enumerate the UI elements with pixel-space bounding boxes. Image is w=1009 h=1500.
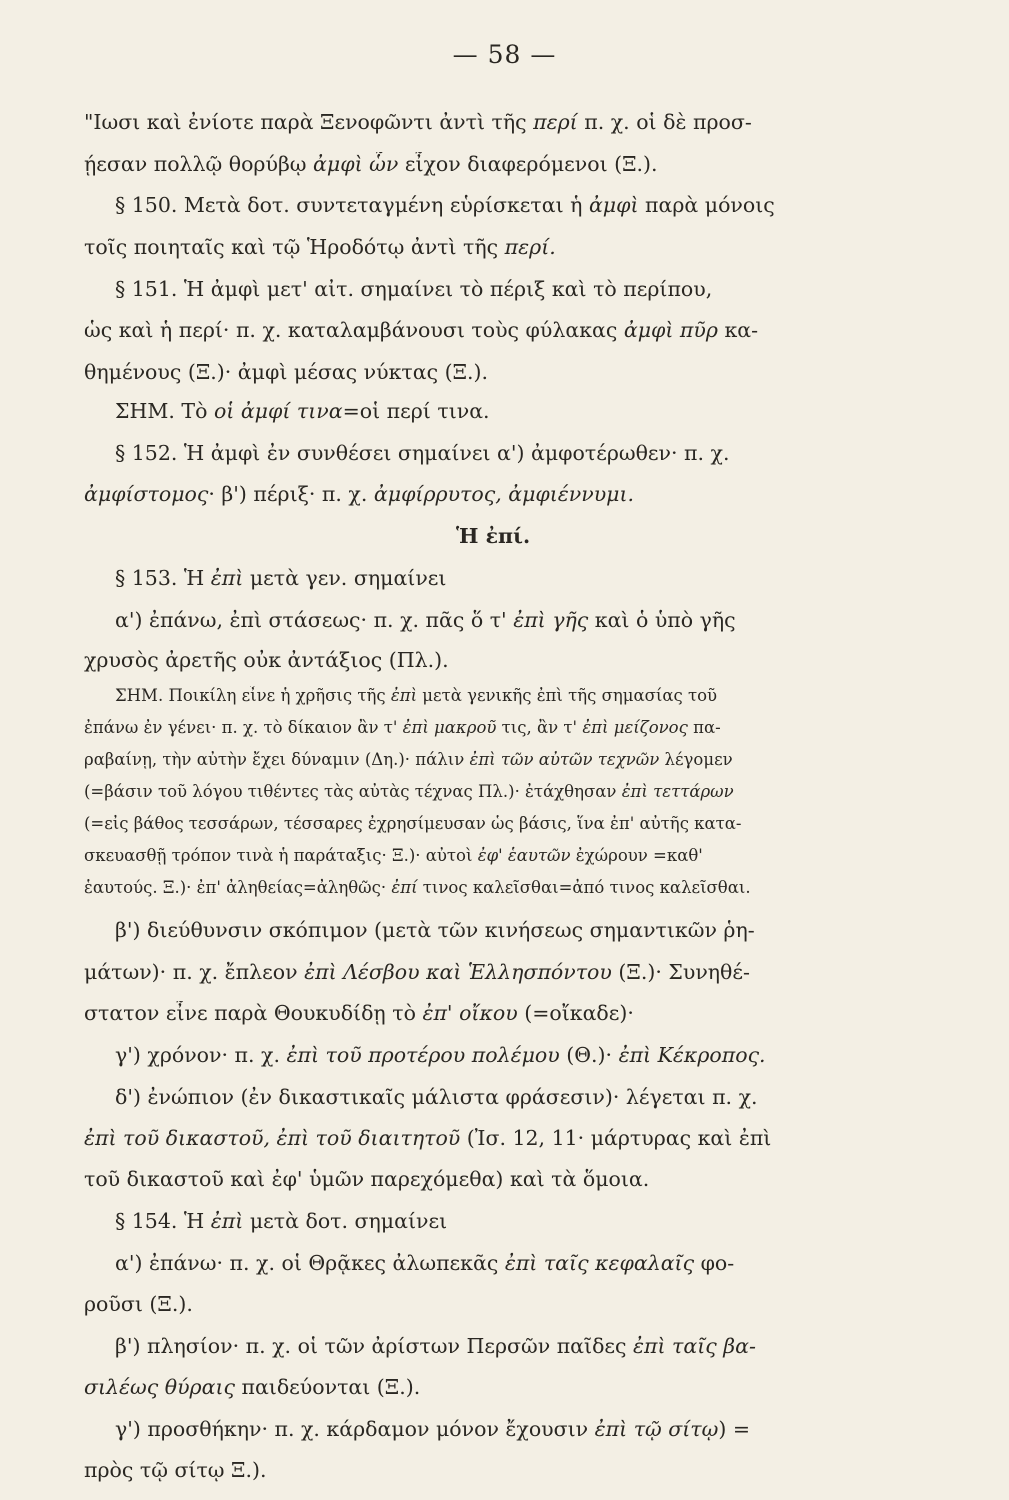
text-line [84,1375,950,1399]
text-line [115,399,950,423]
text-line [84,360,950,384]
text-segment: § 153. Ἡ [115,566,211,590]
text-line [84,960,950,984]
text-line [84,318,950,342]
text-line [84,235,950,259]
text-line [115,1417,950,1441]
text-line [84,1001,950,1025]
text-segment: ὡς καὶ ἡ περί· π. χ. καταλαμβάνουσι τοὺς φύλακας [84,318,624,342]
italic-text: ἐπὶ Λέσβου καὶ Ἑλλησπόντου [304,960,612,984]
text-line [84,878,950,897]
text-line [115,277,950,301]
text-segment: πρὸς τῷ σίτῳ Ξ.). [84,1458,267,1482]
italic-text: ἐπὶ τοῦ δικαστοῦ, ἐπὶ τοῦ διαιτητοῦ [84,1126,461,1150]
italic-text: ἐπί [391,878,418,897]
text-segment: ΣΗΜ. Τὸ [115,399,214,423]
text-segment: μετὰ δοτ. σημαίνει [243,1209,448,1233]
text-segment: π. χ. οἱ δὲ προσ- [577,110,752,134]
text-segment: εἶχον διαφερόμενοι (Ξ.). [398,152,658,176]
italic-text: ἐπ' οἴκου [422,1001,518,1025]
text-segment: χρυσὸς ἀρετῆς οὐκ ἀντάξιος (Πλ.). [84,648,449,672]
italic-text: ἀμφὶ πῦρ [623,318,718,342]
text-segment: (=οἴκαδε)· [517,1001,634,1025]
text-segment: ῄεσαν πολλῷ θορύβῳ [84,152,314,176]
italic-text: ἐπὶ ταῖς βα- [633,1334,756,1358]
page-number: — 58 — [452,40,557,69]
italic-text: ἀμφίστομος [84,482,209,506]
text-line [84,1126,950,1150]
text-line [84,152,950,176]
text-line [115,1043,950,1067]
text-segment: ) = [718,1417,751,1441]
text-segment: μάτων)· π. χ. ἔπλεον [84,960,305,984]
text-segment: β') πλησίον· π. χ. οἱ τῶν ἀρίστων Περσῶν παῖδες [115,1334,634,1358]
text-line [84,1167,950,1191]
text-line [115,566,950,590]
italic-text: ἐπὶ τεττάρων [621,782,734,801]
italic-text: ἐπὶ [210,566,244,590]
text-segment: ἐπάνω ἐν γένει· π. χ. τὸ δίκαιον ἂν τ' [84,718,403,737]
text-segment: (=βάσιν τοῦ λόγου τιθέντες τὰς αὐτὰς τέχνας Πλ.)· ἐτάχθησαν [84,782,622,801]
text-segment: τοῦ δικαστοῦ καὶ ἐφ' ὑμῶν παρεχόμεθα) καὶ τὰ ὅμοια. [84,1167,650,1191]
italic-text: σιλέως θύραις [84,1375,235,1399]
text-segment: πα- [687,718,721,737]
text-segment: β') διεύθυνσιν σκόπιμον (μετὰ τῶν κινήσεως σημαντικῶν ῥη- [115,918,755,942]
italic-text: περί [533,110,578,134]
text-segment: (Θ.)· [559,1043,619,1067]
text-segment: § 154. Ἡ [115,1209,211,1233]
italic-text: ἐπὶ τῷ σίτῳ [594,1417,719,1441]
italic-text: ἐπὶ Κέκροπος. [618,1043,766,1067]
text-segment: φο- [694,1251,735,1275]
text-segment: § 151. Ἡ ἀμφὶ μετ' αἰτ. σημαίνει τὸ πέριξ καὶ τὸ περίπου, [115,277,713,301]
text-segment: τις, ἂν τ' [496,718,583,737]
italic-text: ἐφ' ἑαυτῶν [477,846,571,865]
text-segment: § 152. Ἡ ἀμφὶ ἐν συνθέσει σημαίνει α') ἀμφοτέρωθεν· π. χ. [115,441,730,465]
text-segment: ΣΗΜ. Ποικίλη εἶνε ἡ χρῆσις τῆς [115,686,391,705]
text-line [84,782,950,801]
text-line [84,1458,950,1482]
text-segment: γ') χρόνον· π. χ. [115,1043,287,1067]
text-segment: θημένους (Ξ.)· ἀμφὶ μέσας νύκτας (Ξ.). [84,360,489,384]
text-segment: παρὰ μόνοις [638,193,775,217]
text-segment: κα- [717,318,759,342]
italic-text: ἐπὶ μακροῦ [402,718,497,737]
text-segment: ἐχώρουν =καθ' [570,846,703,865]
text-line [84,1292,950,1316]
section-heading: Ἡ ἐπί. [456,524,531,548]
italic-text: ἐπὶ [390,686,418,705]
text-segment: ἑαυτούς. Ξ.)· ἐπ' ἀληθείας=ἀληθῶς· [84,878,392,897]
text-line [115,918,950,942]
text-line [84,648,950,672]
text-segment: τοῖς ποιηταῖς καὶ τῷ Ἡροδότῳ ἀντὶ τῆς [84,235,505,259]
italic-text: ἀμφίρρυτος, ἀμφιέννυμι. [373,482,635,506]
text-line [84,482,950,506]
text-segment: μετὰ γενικῆς ἐπὶ τῆς σημασίας τοῦ [417,686,718,705]
text-line [115,1251,950,1275]
text-segment: στατον εἶνε παρὰ Θουκυδίδῃ τὸ [84,1001,423,1025]
text-segment: (Ἰσ. 12, 11· μάρτυρας καὶ ἐπὶ [460,1126,772,1150]
text-line [115,608,950,632]
italic-text: ἐπὶ [210,1209,244,1233]
text-segment: (=εἰς βάθος τεσσάρων, τέσσαρες ἐχρησίμευσαν ὡς βάσις, ἵνα ἐπ' αὐτῆς κατα- [84,814,742,833]
text-line [84,846,950,865]
text-segment: δ') ἐνώπιον (ἐν δικαστικαῖς μάλιστα φράσεσιν)· λέγεται π. χ. [115,1085,758,1109]
text-segment: τινος καλεῖσθαι=ἀπό τινος καλεῖσθαι. [417,878,751,897]
text-line [115,1209,950,1233]
text-line [84,750,950,769]
text-line [84,814,950,833]
italic-text: οἱ ἀμφί τινα [213,399,343,423]
text-segment: · β') πέριξ· π. χ. [208,482,374,506]
italic-text: ἐπὶ γῆς [513,608,589,632]
text-line [84,718,950,737]
text-segment: λέγομεν [659,750,733,769]
text-line [84,110,950,134]
text-line [115,686,950,705]
text-segment: γ') προσθήκην· π. χ. κάρδαμον μόνον ἔχουσιν [115,1417,595,1441]
text-segment: "Ιωσι καὶ ἐνίοτε παρὰ Ξενοφῶντι ἀντὶ τῆς [84,110,534,134]
text-segment: α') ἐπάνω· π. χ. οἱ Θρᾷκες ἀλωπεκᾶς [115,1251,505,1275]
text-line [115,1085,950,1109]
text-segment: α') ἐπάνω, ἐπὶ στάσεως· π. χ. πᾶς ὅ τ' [115,608,514,632]
text-line [115,1334,950,1358]
italic-text: ἐπὶ τῶν αὐτῶν τεχνῶν [469,750,660,769]
text-line [115,193,950,217]
text-segment: § 150. Μετὰ δοτ. συντεταγμένη εὑρίσκεται ἡ [115,193,589,217]
text-segment: καὶ ὁ ὑπὸ γῆς [588,608,736,632]
text-segment: σκευασθῇ τρόπον τινὰ ἡ παράταξις· Ξ.)· αὐτοὶ [84,846,478,865]
text-segment: (Ξ.)· Συνηθέ- [611,960,750,984]
italic-text: ἐπὶ ταῖς κεφαλαῖς [504,1251,695,1275]
text-segment: ραβαίνῃ, τὴν αὐτὴν ἔχει δύναμιν (Δη.)· πάλιν [84,750,470,769]
text-line [456,524,950,548]
italic-text: ἀμφὶ ὧν [313,152,399,176]
text-line [115,441,950,465]
text-segment: παιδεύονται (Ξ.). [234,1375,421,1399]
italic-text: ἐπὶ τοῦ προτέρου πολέμου [286,1043,560,1067]
italic-text: ἀμφὶ [588,193,639,217]
text-segment: =οἱ περί τινα. [342,399,490,423]
text-segment: ροῦσι (Ξ.). [84,1292,193,1316]
text-segment: μετὰ γεν. σημαίνει [243,566,447,590]
italic-text: περί. [504,235,556,259]
italic-text: ἐπὶ μείζονος [582,718,688,737]
